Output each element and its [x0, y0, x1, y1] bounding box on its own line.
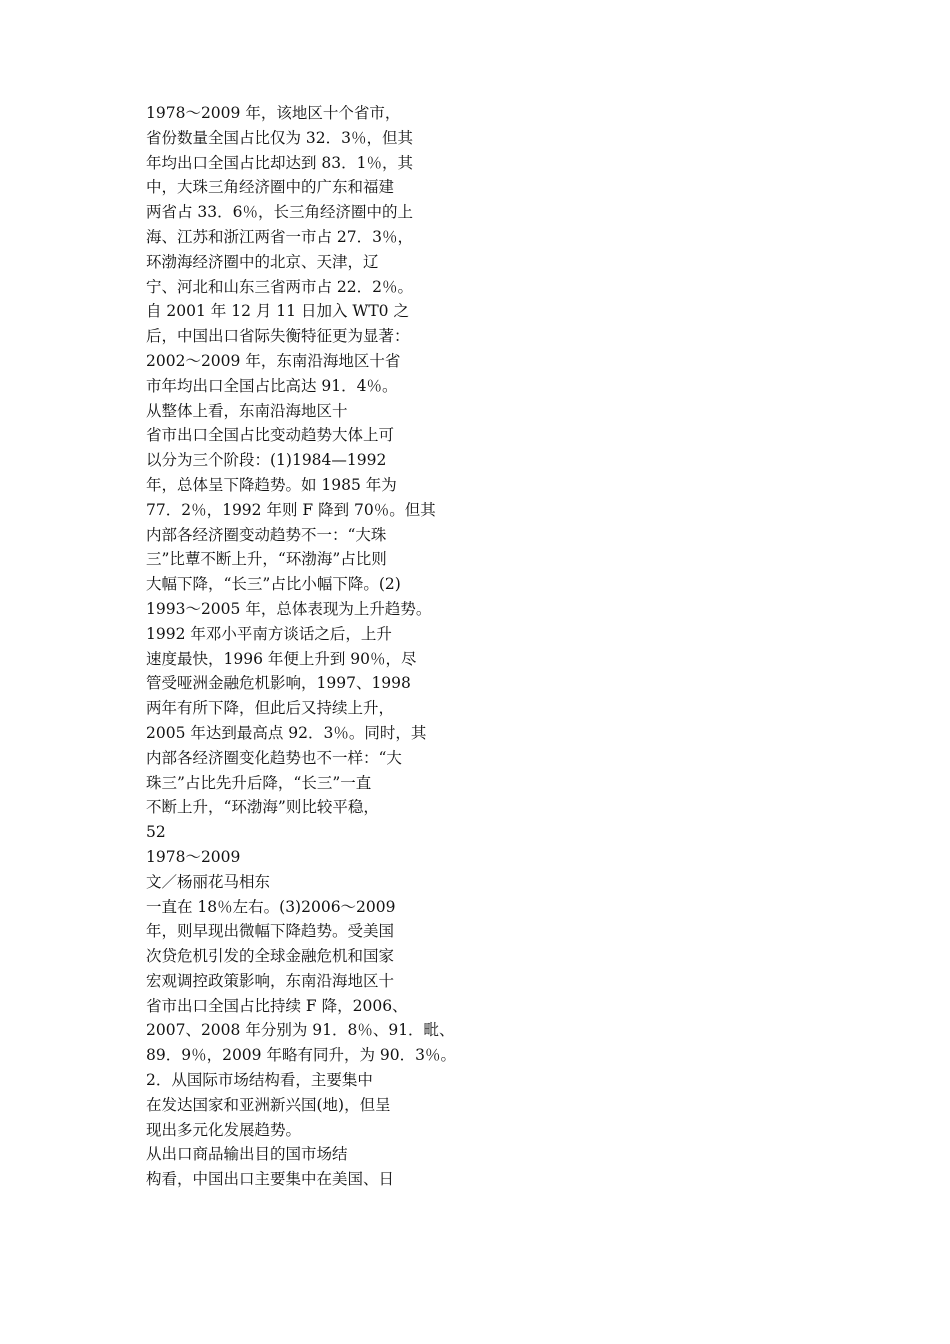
text-line: 以分为三个阶段：(1)1984—1992 — [146, 451, 387, 470]
text-line: 两年有所下降，但此后又持续上升， — [146, 699, 395, 718]
text-line: 市年均出口全国占比高达 91．4％。 — [146, 376, 398, 395]
text-line: 2007、2008 年分别为 91．8％、91．毗、 — [146, 1021, 455, 1040]
text-line: 次贷危机引发的全球金融危机和国家 — [146, 947, 395, 966]
text-line: 内部各经济圈变化趋势也不一样：“大 — [146, 748, 402, 767]
text-line: 三”比蕈不断上升，“环渤海”占比则 — [146, 550, 387, 569]
text-line: 自 2001 年 12 月 11 日加入 WT0 之 — [146, 302, 409, 321]
text-line: 宏观调控政策影响，东南沿海地区十 — [146, 971, 395, 990]
text-line: 两省占 33．6％，长三角经济圈中的上 — [146, 203, 414, 222]
text-line: 89．9％，2009 年略有同升，为 90．3％。 — [146, 1046, 456, 1065]
text-line: 从整体上看，东南沿海地区十 — [146, 401, 348, 420]
text-line: 省市出口全国占比持续 F 降，2006、 — [146, 996, 408, 1015]
text-line: 大幅下降，“长三”占比小幅下降。(2) — [146, 575, 401, 594]
text-line: 年均出口全国占比却达到 83．1％，其 — [146, 153, 414, 172]
text-line: 2．从国际市场结构看，主要集中 — [146, 1071, 373, 1090]
text-line: 一直在 18％左右。(3)2006～2009 — [146, 897, 396, 916]
text-line: 1992 年邓小平南方谈话之后，上升 — [146, 624, 392, 643]
text-line: 2002～2009 年，东南沿海地区十省 — [146, 351, 401, 370]
text-line: 现出多元化发展趋势。 — [146, 1120, 302, 1139]
text-line: 省份数量全国占比仅为 32．3％，但其 — [146, 128, 414, 147]
text-line: 不断上升，“环渤海”则比较平稳， — [146, 798, 379, 817]
text-line: 中，大珠三角经济圈中的广东和福建 — [146, 178, 395, 197]
text-line: 内部各经济圈变动趋势不一：“大珠 — [146, 525, 387, 544]
text-line: 管受哑洲金融危机影响，1997、1998 — [146, 674, 411, 693]
text-line: 1978～2009 年，该地区十个省市， — [146, 104, 401, 122]
text-line: 年，总体呈下降趋势。如 1985 年为 — [146, 475, 397, 494]
text-line: 速度最快，1996 年便上升到 90％，尽 — [146, 649, 417, 668]
text-line: 珠三”占比先升后降，“长三”一直 — [146, 773, 372, 792]
text-line: 后，中国出口省际失衡特征更为显著： — [146, 327, 410, 346]
author-line: 文／杨丽花马相东 — [146, 872, 271, 891]
text-line: 2005 年达到最高点 92．3％。同时，其 — [146, 723, 427, 742]
text-line: 环渤海经济圈中的北京、天津，辽 — [146, 252, 379, 271]
text-line: 77．2％，1992 年则 F 降到 70％。但其 — [146, 500, 436, 519]
text-line: 1993～2005 年，总体表现为上升趋势。 — [146, 599, 432, 618]
page-number: 52 — [146, 823, 166, 842]
text-line: 宁、河北和山东三省两市占 22．2％。 — [146, 277, 414, 296]
text-line: 1978～2009 — [146, 847, 241, 866]
text-line: 海、江苏和浙江两省一市占 27．3％， — [146, 227, 414, 246]
text-line: 在发达国家和亚洲新兴国(地)，但呈 — [146, 1095, 391, 1114]
text-line: 构看，中国出口主要集中在美国、日 — [146, 1170, 395, 1189]
text-line: 从出口商品输出目的国市场结 — [146, 1145, 348, 1164]
text-line: 年，则早现出微幅下降趋势。受美国 — [146, 922, 395, 941]
article-text — [146, 101, 486, 1192]
text-line: 省市出口全国占比变动趋势大体上可 — [146, 426, 395, 445]
